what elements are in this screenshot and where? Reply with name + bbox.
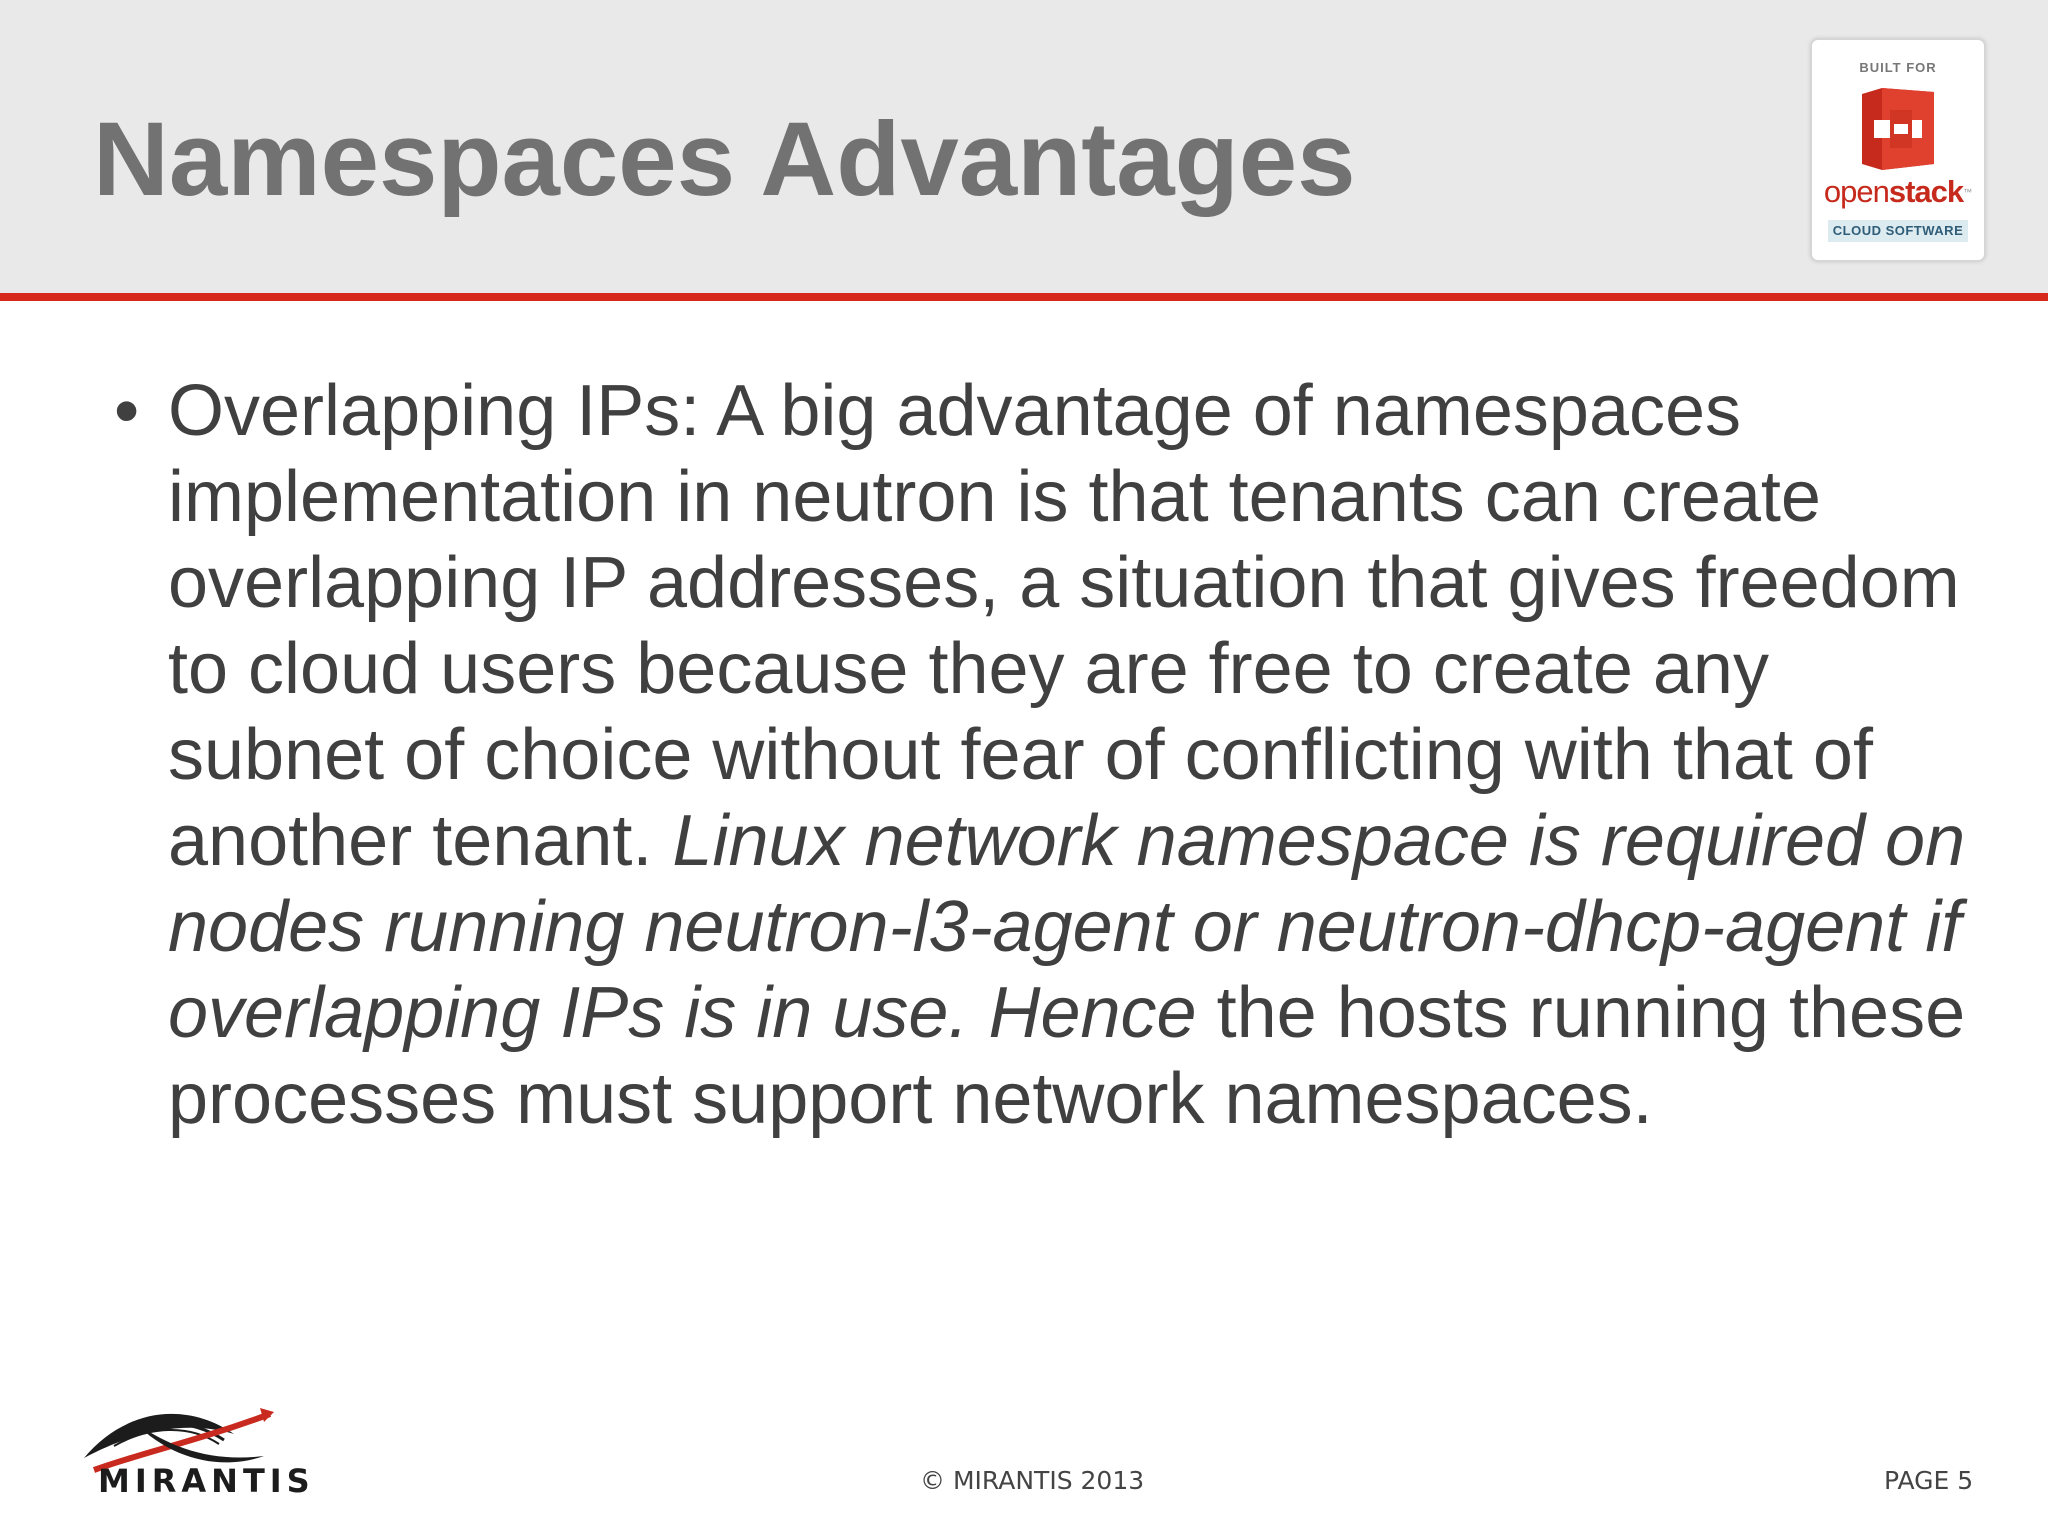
bullet-item: [114, 368, 1974, 1142]
openstack-logo-icon: [1860, 86, 1936, 172]
badge-tagline: CLOUD SOFTWARE: [1828, 220, 1968, 242]
company-wordmark: MIRANTIS: [98, 1462, 315, 1500]
badge-openstack-wordmark: [1812, 174, 1984, 210]
bullet-text-part-1: Overlapping IPs: A big advantage of namespaces implementation in neutron is that tenants can create overlapping IP addresses, a situation that gives freedom to cloud users because they are free to create any subnet of choice without fear of conflicting with that of another tenant.: [168, 371, 1960, 881]
badge-built-for: BUILT FOR: [1859, 60, 1937, 75]
bullet-text-part-2: the hosts running these processes must support network namespaces.: [168, 973, 1966, 1139]
bullet-list: [114, 368, 1974, 1142]
page-number: PAGE 5: [1884, 1466, 1974, 1495]
badge-name-bold: stack: [1888, 174, 1964, 209]
bullet-text: [168, 368, 1974, 1142]
slide-title: Namespaces Advantages: [93, 101, 1356, 218]
bullet-marker: •: [114, 371, 140, 451]
badge-trademark: ™: [1963, 187, 1973, 197]
bullet-text-italic: Linux network namespace is required on nodes running neutron-l3-agent or neutron-dhcp-agent if overlapping IPs is in use. Hence: [168, 801, 1966, 1053]
header-divider: [0, 293, 2048, 301]
footer-copyright: © MIRANTIS 2013: [920, 1466, 1145, 1495]
badge-name-plain: open: [1823, 174, 1889, 209]
openstack-badge: [1810, 38, 1986, 262]
